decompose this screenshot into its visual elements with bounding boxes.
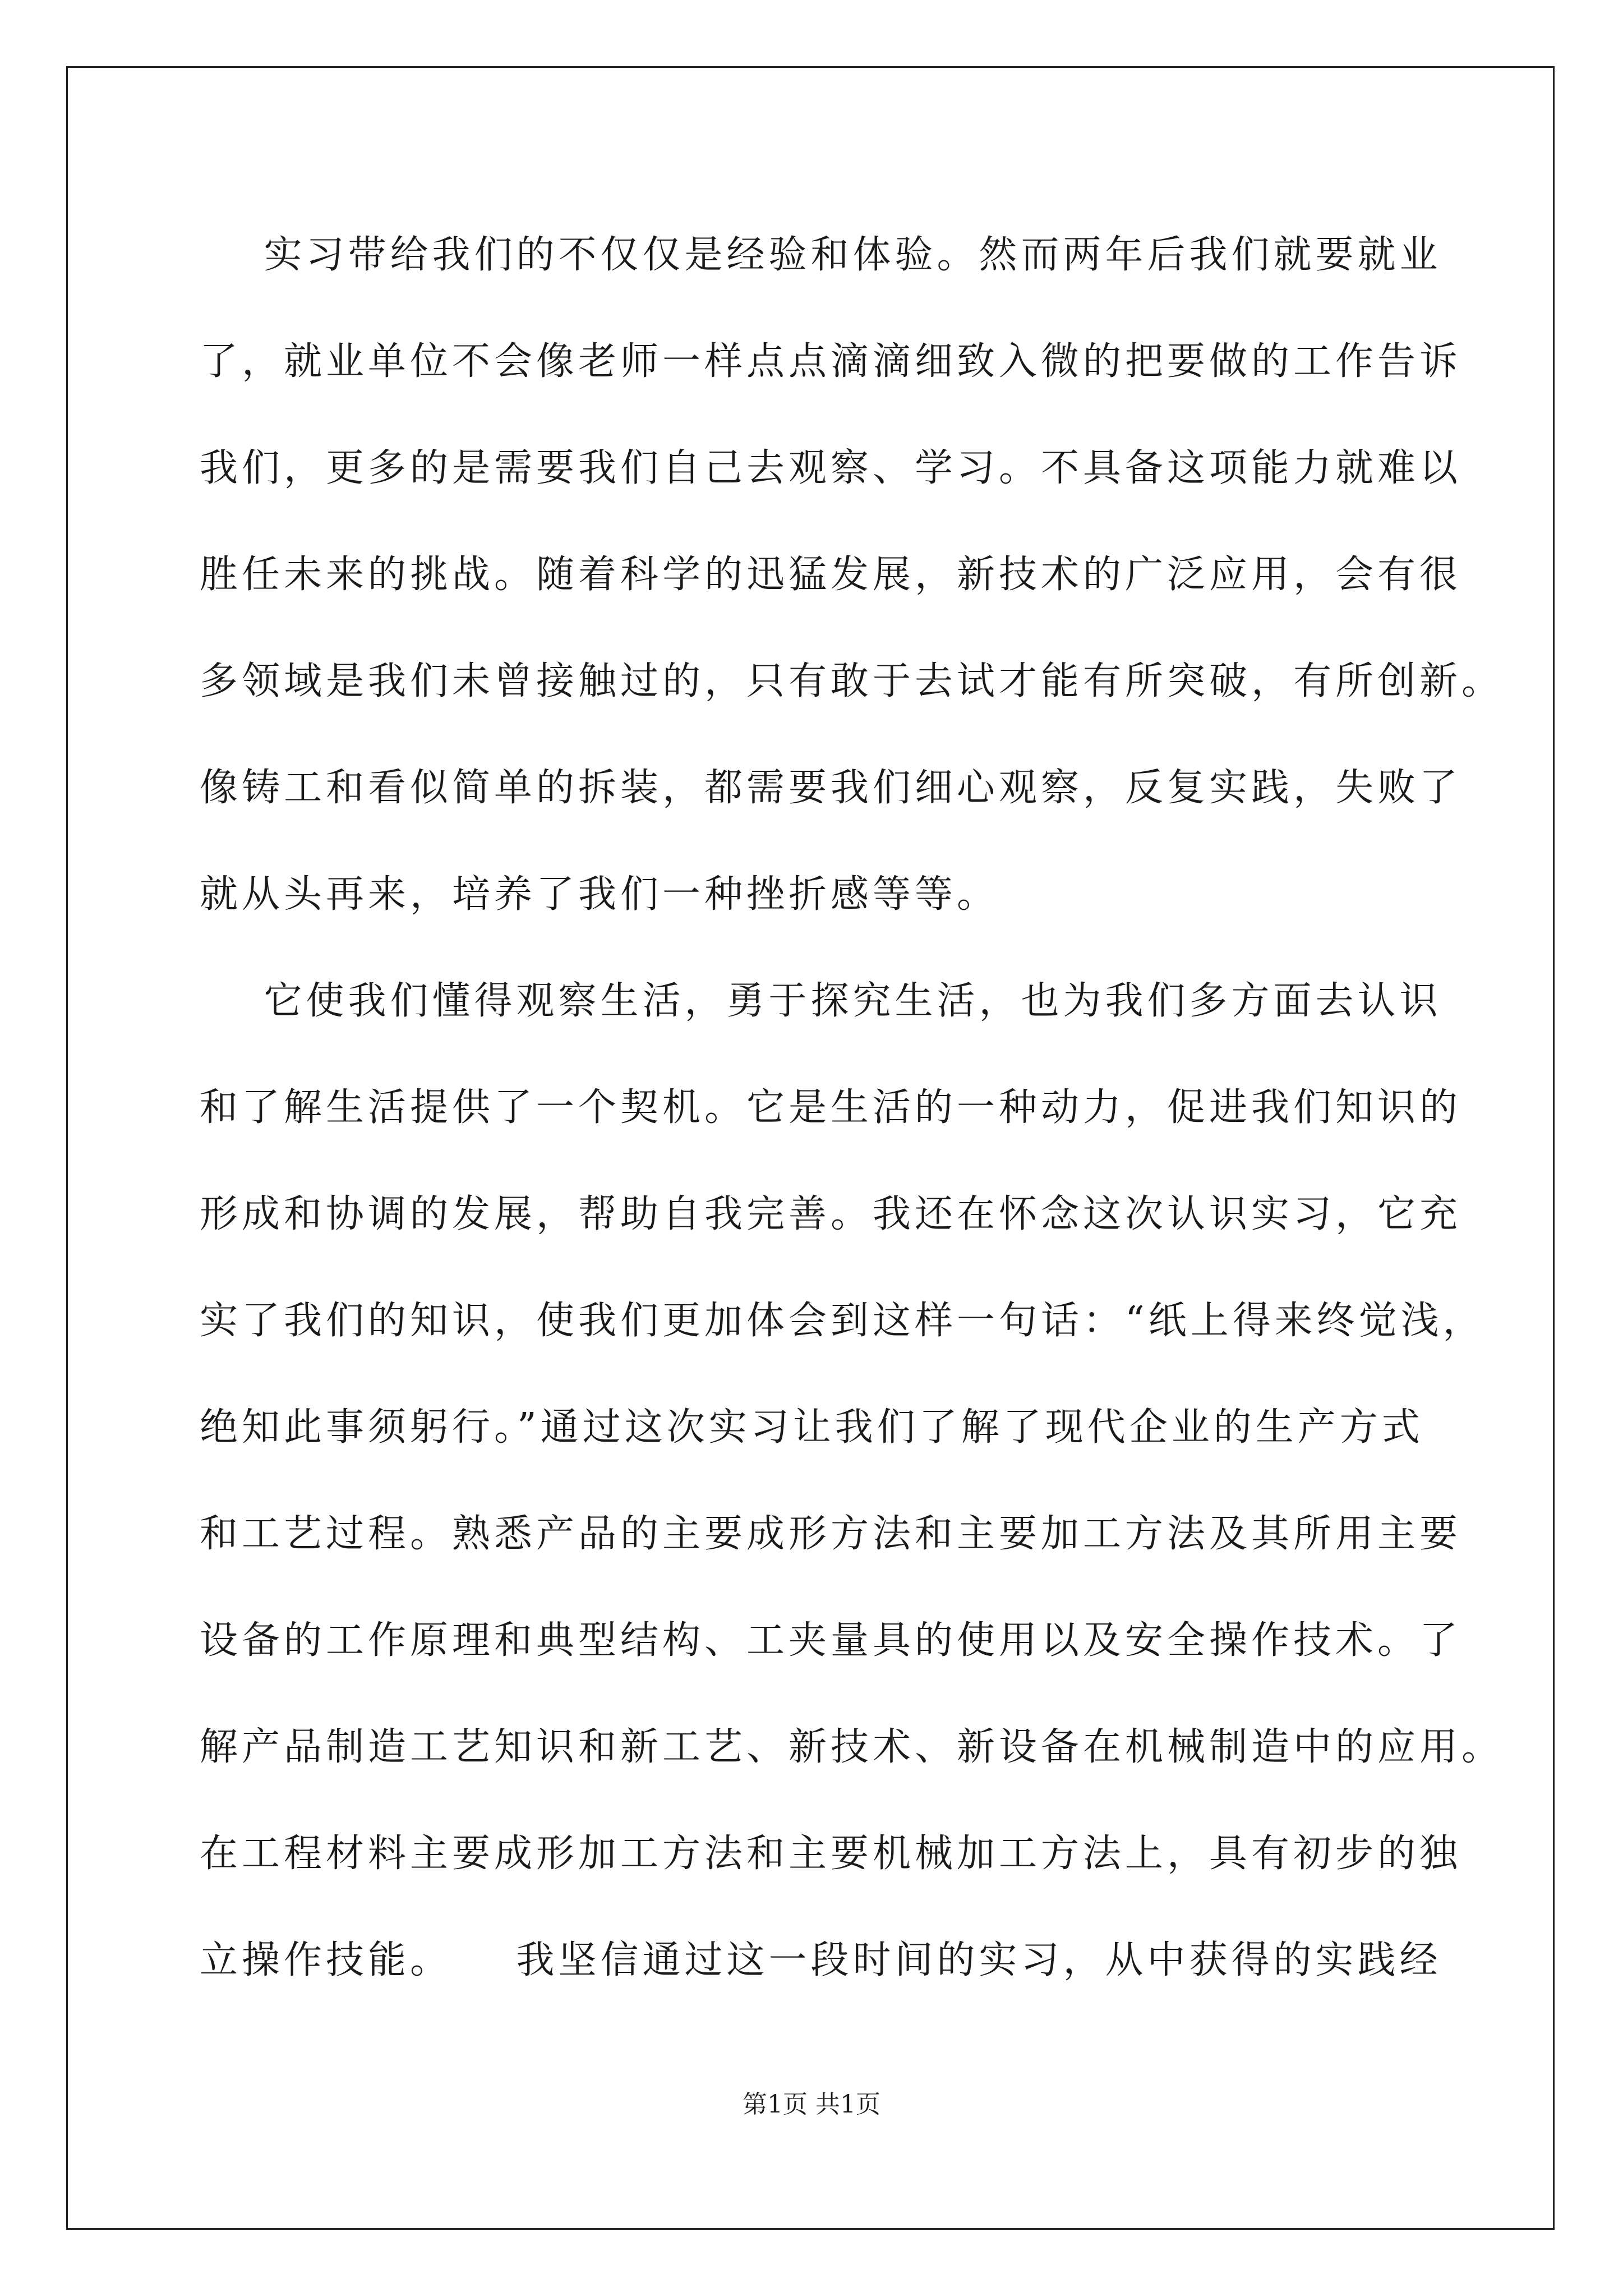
text-line: 实习带给我们的不仅仅是经验和体验。然而两年后我们就要就业	[200, 233, 1442, 277]
text-line: 和工艺过程。熟悉产品的主要成形方法和主要加工方法及其所用主要	[200, 1512, 1462, 1556]
text-line: 立操作技能。 我坚信通过这一段时间的实习，从中获得的实践经	[200, 1938, 1442, 1982]
text-line: 设备的工作原理和典型结构、工夹量具的使用以及安全操作技术。了	[200, 1618, 1462, 1663]
text-line: 和了解生活提供了一个契机。它是生活的一种动力，促进我们知识的	[200, 1085, 1462, 1130]
text-line: 绝知此事须躬行。”通过这次实习让我们了解了现代企业的生产方式	[200, 1405, 1424, 1450]
text-line: 形成和协调的发展，帮助自我完善。我还在怀念这次认识实习，它充	[200, 1192, 1462, 1236]
text-line: 我们，更多的是需要我们自己去观察、学习。不具备这项能力就难以	[200, 446, 1462, 490]
document-body	[200, 202, 1504, 2014]
text-line: 了，就业单位不会像老师一样点点滴滴细致入微的把要做的工作告诉	[200, 339, 1462, 384]
text-line: 在工程材料主要成形加工方法和主要机械加工方法上，具有初步的独	[200, 1832, 1462, 1876]
text-line: 胜任未来的挑战。随着科学的迅猛发展，新技术的广泛应用，会有很	[200, 553, 1462, 597]
page-number-footer: 第1页 共1页	[743, 2090, 880, 2119]
text-line: 它使我们懂得观察生活，勇于探究生活，也为我们多方面去认识	[200, 979, 1442, 1023]
text-line: 就从头再来，培养了我们一种挫折感等等。	[200, 872, 999, 917]
text-line: 像铸工和看似简单的拆装，都需要我们细心观察，反复实践，失败了	[200, 766, 1462, 810]
text-line: 多领域是我们未曾接触过的，只有敢于去试才能有所突破，有所创新。	[200, 659, 1504, 703]
text-line: 实了我们的知识，使我们更加体会到这样一句话：“纸上得来终觉浅，	[200, 1299, 1485, 1343]
text-line: 解产品制造工艺知识和新工艺、新技术、新设备在机械制造中的应用。	[200, 1725, 1504, 1769]
